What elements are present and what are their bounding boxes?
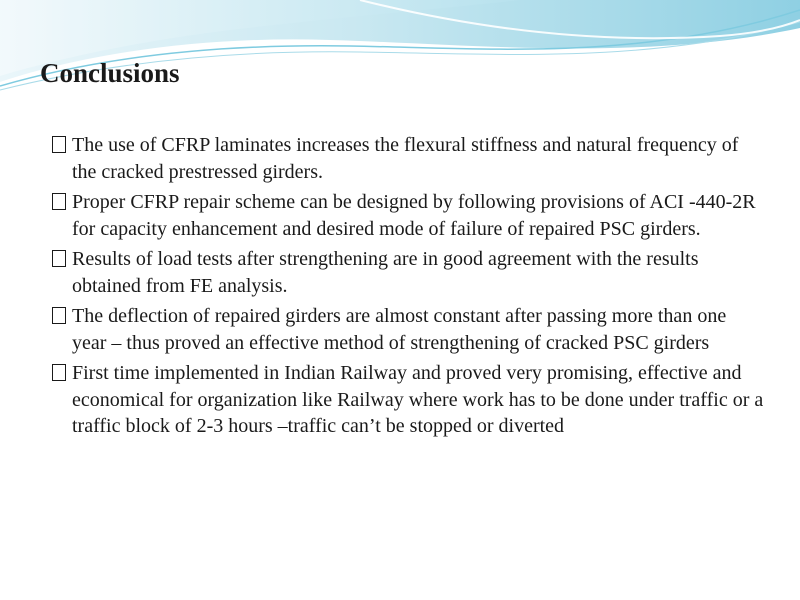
bullet-text: First time implemented in Indian Railway and proved very promising, effective and economical for organization like Railway where work has to be done under traffic or a traffic block of 2-3 hours –traffic can’t be stopped or diverted xyxy=(72,362,764,437)
missing-glyph-box-icon xyxy=(52,307,66,324)
missing-glyph-box-icon xyxy=(52,193,66,210)
bullet-list xyxy=(52,132,764,444)
bullet-item xyxy=(52,189,764,242)
bullet-item xyxy=(52,246,764,299)
bullet-item xyxy=(52,303,764,356)
bullet-text: Results of load tests after strengthening are in good agreement with the results obtained from FE analysis. xyxy=(72,248,699,297)
bullet-text: The deflection of repaired girders are almost constant after passing more than one year – thus proved an effective method of strengthening of cracked PSC girders xyxy=(72,305,727,354)
missing-glyph-box-icon xyxy=(52,136,66,153)
missing-glyph-box-icon xyxy=(52,364,66,381)
bullet-text: The use of CFRP laminates increases the flexural stiffness and natural frequency of the cracked prestressed girders. xyxy=(72,134,739,183)
bullet-item xyxy=(52,132,764,185)
bullet-item xyxy=(52,360,764,440)
slide-title: Conclusions xyxy=(40,58,180,88)
missing-glyph-box-icon xyxy=(52,250,66,267)
bullet-text: Proper CFRP repair scheme can be designed by following provisions of ACI -440-2R for capacity enhancement and desired mode of failure of repaired PSC girders. xyxy=(72,191,756,240)
